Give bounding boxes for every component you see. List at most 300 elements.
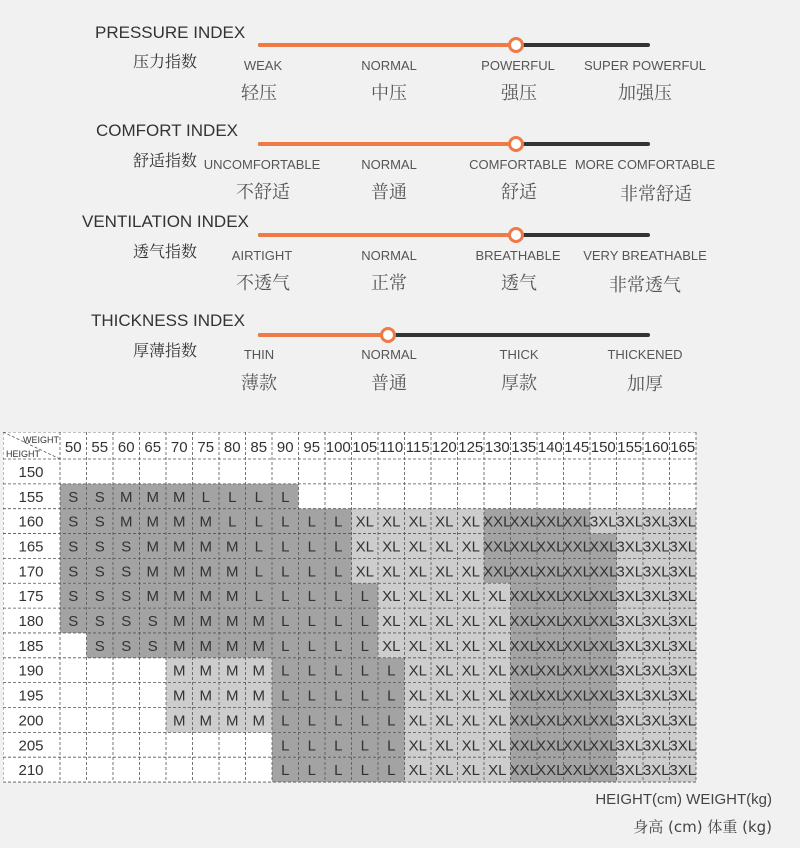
size-cell: L: [334, 613, 343, 631]
level-label-cn: 轻压: [241, 83, 277, 104]
size-cell: XL: [408, 712, 427, 730]
index-scale-marker: [380, 327, 396, 343]
size-cell: XXL: [562, 588, 591, 606]
size-cell: XL: [461, 737, 480, 755]
size-cell: S: [68, 588, 79, 606]
size-cell: XXL: [562, 762, 591, 780]
level-label-cn: 透气: [501, 273, 537, 294]
size-cell: 3XL: [642, 737, 670, 755]
size-cell: XL: [355, 538, 374, 556]
size-cell: XL: [408, 737, 427, 755]
index-scale-fill: [258, 43, 516, 47]
size-cell: L: [281, 637, 290, 655]
size-cell: L: [387, 762, 396, 780]
size-cell: XXL: [509, 538, 538, 556]
size-cell: M: [226, 687, 239, 705]
size-cell: XL: [461, 538, 480, 556]
size-cell: 3XL: [616, 662, 644, 680]
footer-units-en: HEIGHT(cm) WEIGHT(kg): [595, 791, 772, 808]
size-cell: L: [281, 488, 290, 506]
size-cell: L: [387, 662, 396, 680]
size-cell: XL: [408, 613, 427, 631]
size-cell: M: [226, 662, 239, 680]
size-cell: L: [387, 712, 396, 730]
size-cell: XXL: [562, 637, 591, 655]
size-cell: L: [281, 513, 290, 531]
level-label-en: MORE COMFORTABLE: [574, 157, 716, 172]
size-cell: S: [147, 637, 158, 655]
size-cell: XL: [461, 712, 480, 730]
size-cell: 3XL: [642, 712, 670, 730]
size-cell: XXL: [562, 712, 591, 730]
size-cell: XXL: [509, 588, 538, 606]
size-cell: XL: [488, 637, 507, 655]
size-cell: M: [173, 712, 186, 730]
size-cell: M: [173, 513, 186, 531]
size-cell: 3XL: [642, 687, 670, 705]
index-scale-track: [258, 43, 650, 47]
level-label-en: NORMAL: [361, 248, 417, 263]
size-cell: 3XL: [642, 637, 670, 655]
size-cell: S: [121, 613, 132, 631]
size-cell: XL: [435, 737, 454, 755]
size-cell: L: [387, 737, 396, 755]
index-title: COMFORT INDEX: [96, 121, 238, 140]
size-cell: XXL: [509, 513, 538, 531]
size-cell: XXL: [509, 662, 538, 680]
size-cell: M: [226, 712, 239, 730]
size-cell: XL: [435, 662, 454, 680]
size-cell: 3XL: [642, 513, 670, 531]
size-cell: XXL: [509, 737, 538, 755]
size-cell: M: [252, 637, 265, 655]
size-cell: L: [334, 637, 343, 655]
size-cell: 3XL: [642, 662, 670, 680]
size-cell: XXL: [562, 613, 591, 631]
size-cell: XL: [488, 588, 507, 606]
height-header: 195: [18, 687, 44, 705]
height-header: 190: [18, 662, 44, 680]
size-cell: 3XL: [669, 588, 697, 606]
size-cell: L: [228, 488, 237, 506]
size-cell: M: [199, 588, 212, 606]
size-cell: XXL: [562, 737, 591, 755]
size-cell: L: [281, 563, 290, 581]
size-cell: XXL: [536, 538, 565, 556]
height-header: 210: [18, 762, 44, 780]
size-cell: XXL: [562, 538, 591, 556]
index-subtitle: 压力指数: [133, 52, 198, 71]
corner-height-label: HEIGHT: [6, 449, 41, 459]
size-cell: 3XL: [616, 687, 644, 705]
size-cell: L: [307, 737, 316, 755]
size-cell: M: [146, 538, 159, 556]
index-scale-marker: [508, 227, 524, 243]
level-label-cn: 不舒适: [236, 182, 290, 203]
level-label-en: WEAK: [243, 58, 283, 73]
weight-header: 150: [590, 439, 616, 456]
size-cell: M: [146, 563, 159, 581]
weight-header: 60: [117, 439, 135, 456]
level-label-cn: 舒适: [501, 182, 537, 203]
level-label-cn: 中压: [371, 83, 407, 104]
size-cell: XXL: [536, 662, 565, 680]
size-cell: L: [281, 662, 290, 680]
size-cell: M: [146, 513, 159, 531]
size-cell: S: [68, 538, 79, 556]
size-cell: XXL: [589, 588, 618, 606]
size-cell: XL: [488, 737, 507, 755]
size-cell: XXL: [589, 712, 618, 730]
size-cell: L: [360, 737, 369, 755]
size-cell: XXL: [562, 662, 591, 680]
size-cell: L: [281, 613, 290, 631]
size-cell: XXL: [536, 588, 565, 606]
weight-header: 135: [511, 439, 537, 456]
index-subtitle: 舒适指数: [133, 151, 198, 170]
size-cell: S: [68, 563, 79, 581]
size-cell: M: [173, 637, 186, 655]
size-cell: L: [387, 687, 396, 705]
size-cell: XL: [488, 712, 507, 730]
weight-header: 85: [250, 439, 268, 456]
size-cell: 3XL: [669, 613, 697, 631]
size-cell: L: [334, 513, 343, 531]
size-cell: M: [199, 563, 212, 581]
size-cell: 3XL: [616, 637, 644, 655]
size-cell: L: [334, 588, 343, 606]
size-cell: L: [334, 687, 343, 705]
size-cell: M: [226, 563, 239, 581]
size-cell: XXL: [536, 563, 565, 581]
size-cell: M: [173, 488, 186, 506]
index-scale-track: [258, 333, 650, 337]
size-cell: 3XL: [616, 513, 644, 531]
size-cell: S: [94, 563, 105, 581]
index-subtitle: 厚薄指数: [133, 341, 198, 360]
level-label-en: VERY BREATHABLE: [583, 248, 707, 263]
size-cell: 3XL: [669, 737, 697, 755]
weight-header: 50: [64, 439, 82, 456]
level-label-en: NORMAL: [361, 58, 417, 73]
level-label-en: UNCOMFORTABLE: [203, 157, 321, 172]
size-cell: XL: [435, 762, 454, 780]
size-cell: L: [360, 637, 369, 655]
weight-header: 80: [223, 439, 241, 456]
size-cell: XL: [461, 613, 480, 631]
size-cell: XL: [488, 662, 507, 680]
size-cell: M: [226, 588, 239, 606]
level-label-cn: 厚款: [501, 373, 537, 394]
level-label-cn: 非常舒适: [620, 184, 692, 205]
weight-header: 100: [325, 439, 351, 456]
index-title: PRESSURE INDEX: [95, 23, 246, 42]
size-cell: 3XL: [669, 687, 697, 705]
size-cell: XL: [435, 637, 454, 655]
size-cell: M: [173, 662, 186, 680]
size-cell: XL: [461, 762, 480, 780]
size-cell: L: [281, 712, 290, 730]
size-cell: XL: [435, 613, 454, 631]
height-header: 155: [18, 488, 44, 506]
index-scale-fill: [258, 142, 516, 146]
size-cell: L: [360, 712, 369, 730]
size-cell: M: [173, 563, 186, 581]
index-subtitle: 透气指数: [133, 242, 198, 261]
size-cell: XL: [408, 687, 427, 705]
size-cell: 3XL: [616, 762, 644, 780]
size-cell: M: [199, 662, 212, 680]
size-cell: XL: [461, 662, 480, 680]
index-scale-marker: [508, 136, 524, 152]
height-header: 200: [18, 712, 44, 730]
weight-header: 90: [276, 439, 294, 456]
weight-header: 115: [405, 439, 430, 456]
level-label-en: COMFORTABLE: [469, 157, 567, 172]
size-cell: XXL: [536, 737, 565, 755]
index-scale-track: [258, 233, 650, 237]
size-cell: 3XL: [669, 563, 697, 581]
weight-header: 130: [484, 439, 510, 456]
size-cell: XXL: [589, 563, 618, 581]
weight-header: 125: [458, 439, 484, 456]
size-cell: S: [147, 613, 158, 631]
size-cell: L: [307, 687, 316, 705]
size-cell: L: [201, 488, 210, 506]
size-cell: XL: [355, 563, 374, 581]
height-header: 185: [18, 637, 44, 655]
weight-header: 145: [564, 439, 590, 456]
size-cell: XXL: [589, 737, 618, 755]
size-cell: XL: [461, 563, 480, 581]
size-cell: L: [254, 563, 263, 581]
size-cell: S: [94, 538, 105, 556]
size-cell: L: [307, 538, 316, 556]
size-cell: XL: [435, 538, 454, 556]
size-cell: M: [226, 637, 239, 655]
size-cell: 3XL: [642, 563, 670, 581]
size-cell: XL: [488, 762, 507, 780]
size-cell: M: [252, 687, 265, 705]
level-label-cn: 正常: [371, 273, 407, 294]
size-cell: L: [307, 762, 316, 780]
size-cell: L: [281, 588, 290, 606]
size-cell: L: [307, 637, 316, 655]
weight-header: 75: [197, 439, 215, 456]
size-cell: S: [121, 637, 132, 655]
size-cell: S: [68, 513, 79, 531]
size-cell: 3XL: [642, 613, 670, 631]
level-label-cn: 加厚: [627, 374, 663, 395]
weight-header: 140: [537, 439, 563, 456]
size-cell: 3XL: [669, 538, 697, 556]
level-label-cn: 普通: [371, 373, 407, 394]
size-cell: L: [254, 513, 263, 531]
size-cell: XXL: [536, 762, 565, 780]
size-cell: XXL: [536, 687, 565, 705]
weight-header: 120: [431, 439, 457, 456]
size-cell: M: [199, 513, 212, 531]
size-cell: XXL: [562, 687, 591, 705]
weight-header: 155: [617, 439, 643, 456]
size-cell: L: [334, 737, 343, 755]
size-cell: 3XL: [616, 538, 644, 556]
size-cell: 3XL: [589, 513, 617, 531]
size-cell: XXL: [509, 762, 538, 780]
size-cell: XXL: [536, 637, 565, 655]
index-scale-fill: [258, 233, 516, 237]
size-cell: XXL: [589, 538, 618, 556]
index-title: VENTILATION INDEX: [82, 212, 249, 231]
size-cell: M: [199, 687, 212, 705]
size-cell: XXL: [589, 687, 618, 705]
weight-header: 70: [170, 439, 188, 456]
size-cell: XL: [408, 588, 427, 606]
size-cell: XXL: [562, 563, 591, 581]
size-cell: 3XL: [669, 513, 697, 531]
size-cell: XXL: [536, 513, 565, 531]
level-label-cn: 非常透气: [609, 275, 681, 296]
size-cell: XL: [488, 687, 507, 705]
size-cell: S: [121, 563, 132, 581]
level-label-en: AIRTIGHT: [231, 248, 293, 263]
size-cell: XXL: [562, 513, 591, 531]
size-cell: S: [94, 588, 105, 606]
size-cell: M: [173, 538, 186, 556]
level-label-en: POWERFUL: [481, 58, 555, 73]
size-cell: L: [307, 613, 316, 631]
size-cell: S: [121, 588, 132, 606]
size-cell: 3XL: [642, 588, 670, 606]
weight-header: 105: [352, 439, 378, 456]
size-cell: L: [307, 662, 316, 680]
size-cell: M: [199, 538, 212, 556]
weight-header: 55: [91, 439, 109, 456]
size-cell: XXL: [589, 637, 618, 655]
size-cell: XXL: [509, 563, 538, 581]
size-cell: 3XL: [616, 613, 644, 631]
level-label-en: THICK: [499, 347, 539, 362]
size-cell: S: [68, 613, 79, 631]
size-cell: 3XL: [669, 762, 697, 780]
size-cell: M: [226, 613, 239, 631]
size-cell: XL: [435, 513, 454, 531]
size-cell: L: [254, 588, 263, 606]
size-cell: XXL: [589, 762, 618, 780]
size-cell: 3XL: [616, 712, 644, 730]
weight-header: 95: [303, 439, 321, 456]
level-label-cn: 普通: [371, 182, 407, 203]
size-cell: S: [94, 488, 105, 506]
size-cell: S: [94, 613, 105, 631]
size-cell: L: [281, 737, 290, 755]
size-cell: 3XL: [642, 538, 670, 556]
size-cell: L: [360, 662, 369, 680]
index-scale-track: [258, 142, 650, 146]
height-header: 170: [18, 563, 44, 581]
size-cell: L: [334, 762, 343, 780]
weight-header: 165: [670, 439, 696, 456]
size-cell: L: [360, 613, 369, 631]
size-cell: XL: [382, 613, 401, 631]
size-cell: XXL: [483, 513, 512, 531]
size-cell: XL: [408, 762, 427, 780]
size-cell: M: [199, 637, 212, 655]
height-header: 160: [18, 513, 44, 531]
level-label-en: BREATHABLE: [475, 248, 561, 263]
size-cell: XXL: [483, 563, 512, 581]
size-cell: L: [334, 662, 343, 680]
size-cell: S: [121, 538, 132, 556]
size-cell: XL: [488, 613, 507, 631]
index-title: THICKNESS INDEX: [91, 311, 245, 330]
level-label-en: THIN: [243, 347, 275, 362]
height-header: 205: [18, 737, 44, 755]
size-cell: L: [360, 762, 369, 780]
size-cell: XXL: [509, 613, 538, 631]
size-cell: XL: [408, 662, 427, 680]
size-cell: XXL: [589, 662, 618, 680]
height-header: 165: [18, 538, 44, 556]
size-cell: XL: [408, 637, 427, 655]
size-cell: M: [226, 538, 239, 556]
size-cell: XL: [382, 513, 401, 531]
corner-weight-label: WEIGHT: [23, 435, 59, 445]
size-cell: L: [281, 687, 290, 705]
size-cell: XL: [461, 588, 480, 606]
size-chart-table: [3, 432, 783, 783]
size-cell: M: [146, 488, 159, 506]
size-cell: M: [173, 613, 186, 631]
size-cell: XL: [408, 513, 427, 531]
level-label-cn: 加强压: [618, 83, 672, 104]
size-cell: M: [252, 712, 265, 730]
size-cell: M: [173, 588, 186, 606]
height-header: 180: [18, 613, 44, 631]
index-scale-marker: [508, 37, 524, 53]
size-cell: L: [307, 588, 316, 606]
level-label-cn: 薄款: [241, 373, 277, 394]
level-label-en: NORMAL: [361, 347, 417, 362]
weight-header: 160: [643, 439, 669, 456]
size-cell: L: [360, 588, 369, 606]
index-scale-fill: [258, 333, 388, 337]
size-cell: L: [281, 538, 290, 556]
size-cell: XXL: [509, 712, 538, 730]
size-cell: M: [120, 488, 133, 506]
size-cell: 3XL: [669, 712, 697, 730]
size-cell: L: [228, 513, 237, 531]
level-label-cn: 强压: [501, 83, 537, 104]
size-cell: XL: [382, 563, 401, 581]
size-cell: XXL: [536, 613, 565, 631]
weight-header: 110: [379, 439, 404, 456]
size-cell: L: [334, 563, 343, 581]
size-cell: XL: [461, 637, 480, 655]
size-cell: XXL: [509, 637, 538, 655]
size-cell: L: [254, 488, 263, 506]
size-cell: L: [281, 762, 290, 780]
size-cell: M: [173, 687, 186, 705]
size-cell: XL: [382, 588, 401, 606]
level-label-en: NORMAL: [361, 157, 417, 172]
size-cell: L: [307, 513, 316, 531]
height-header: 175: [18, 588, 44, 606]
size-cell: XL: [408, 538, 427, 556]
size-cell: L: [360, 687, 369, 705]
size-cell: M: [146, 588, 159, 606]
size-cell: L: [307, 563, 316, 581]
